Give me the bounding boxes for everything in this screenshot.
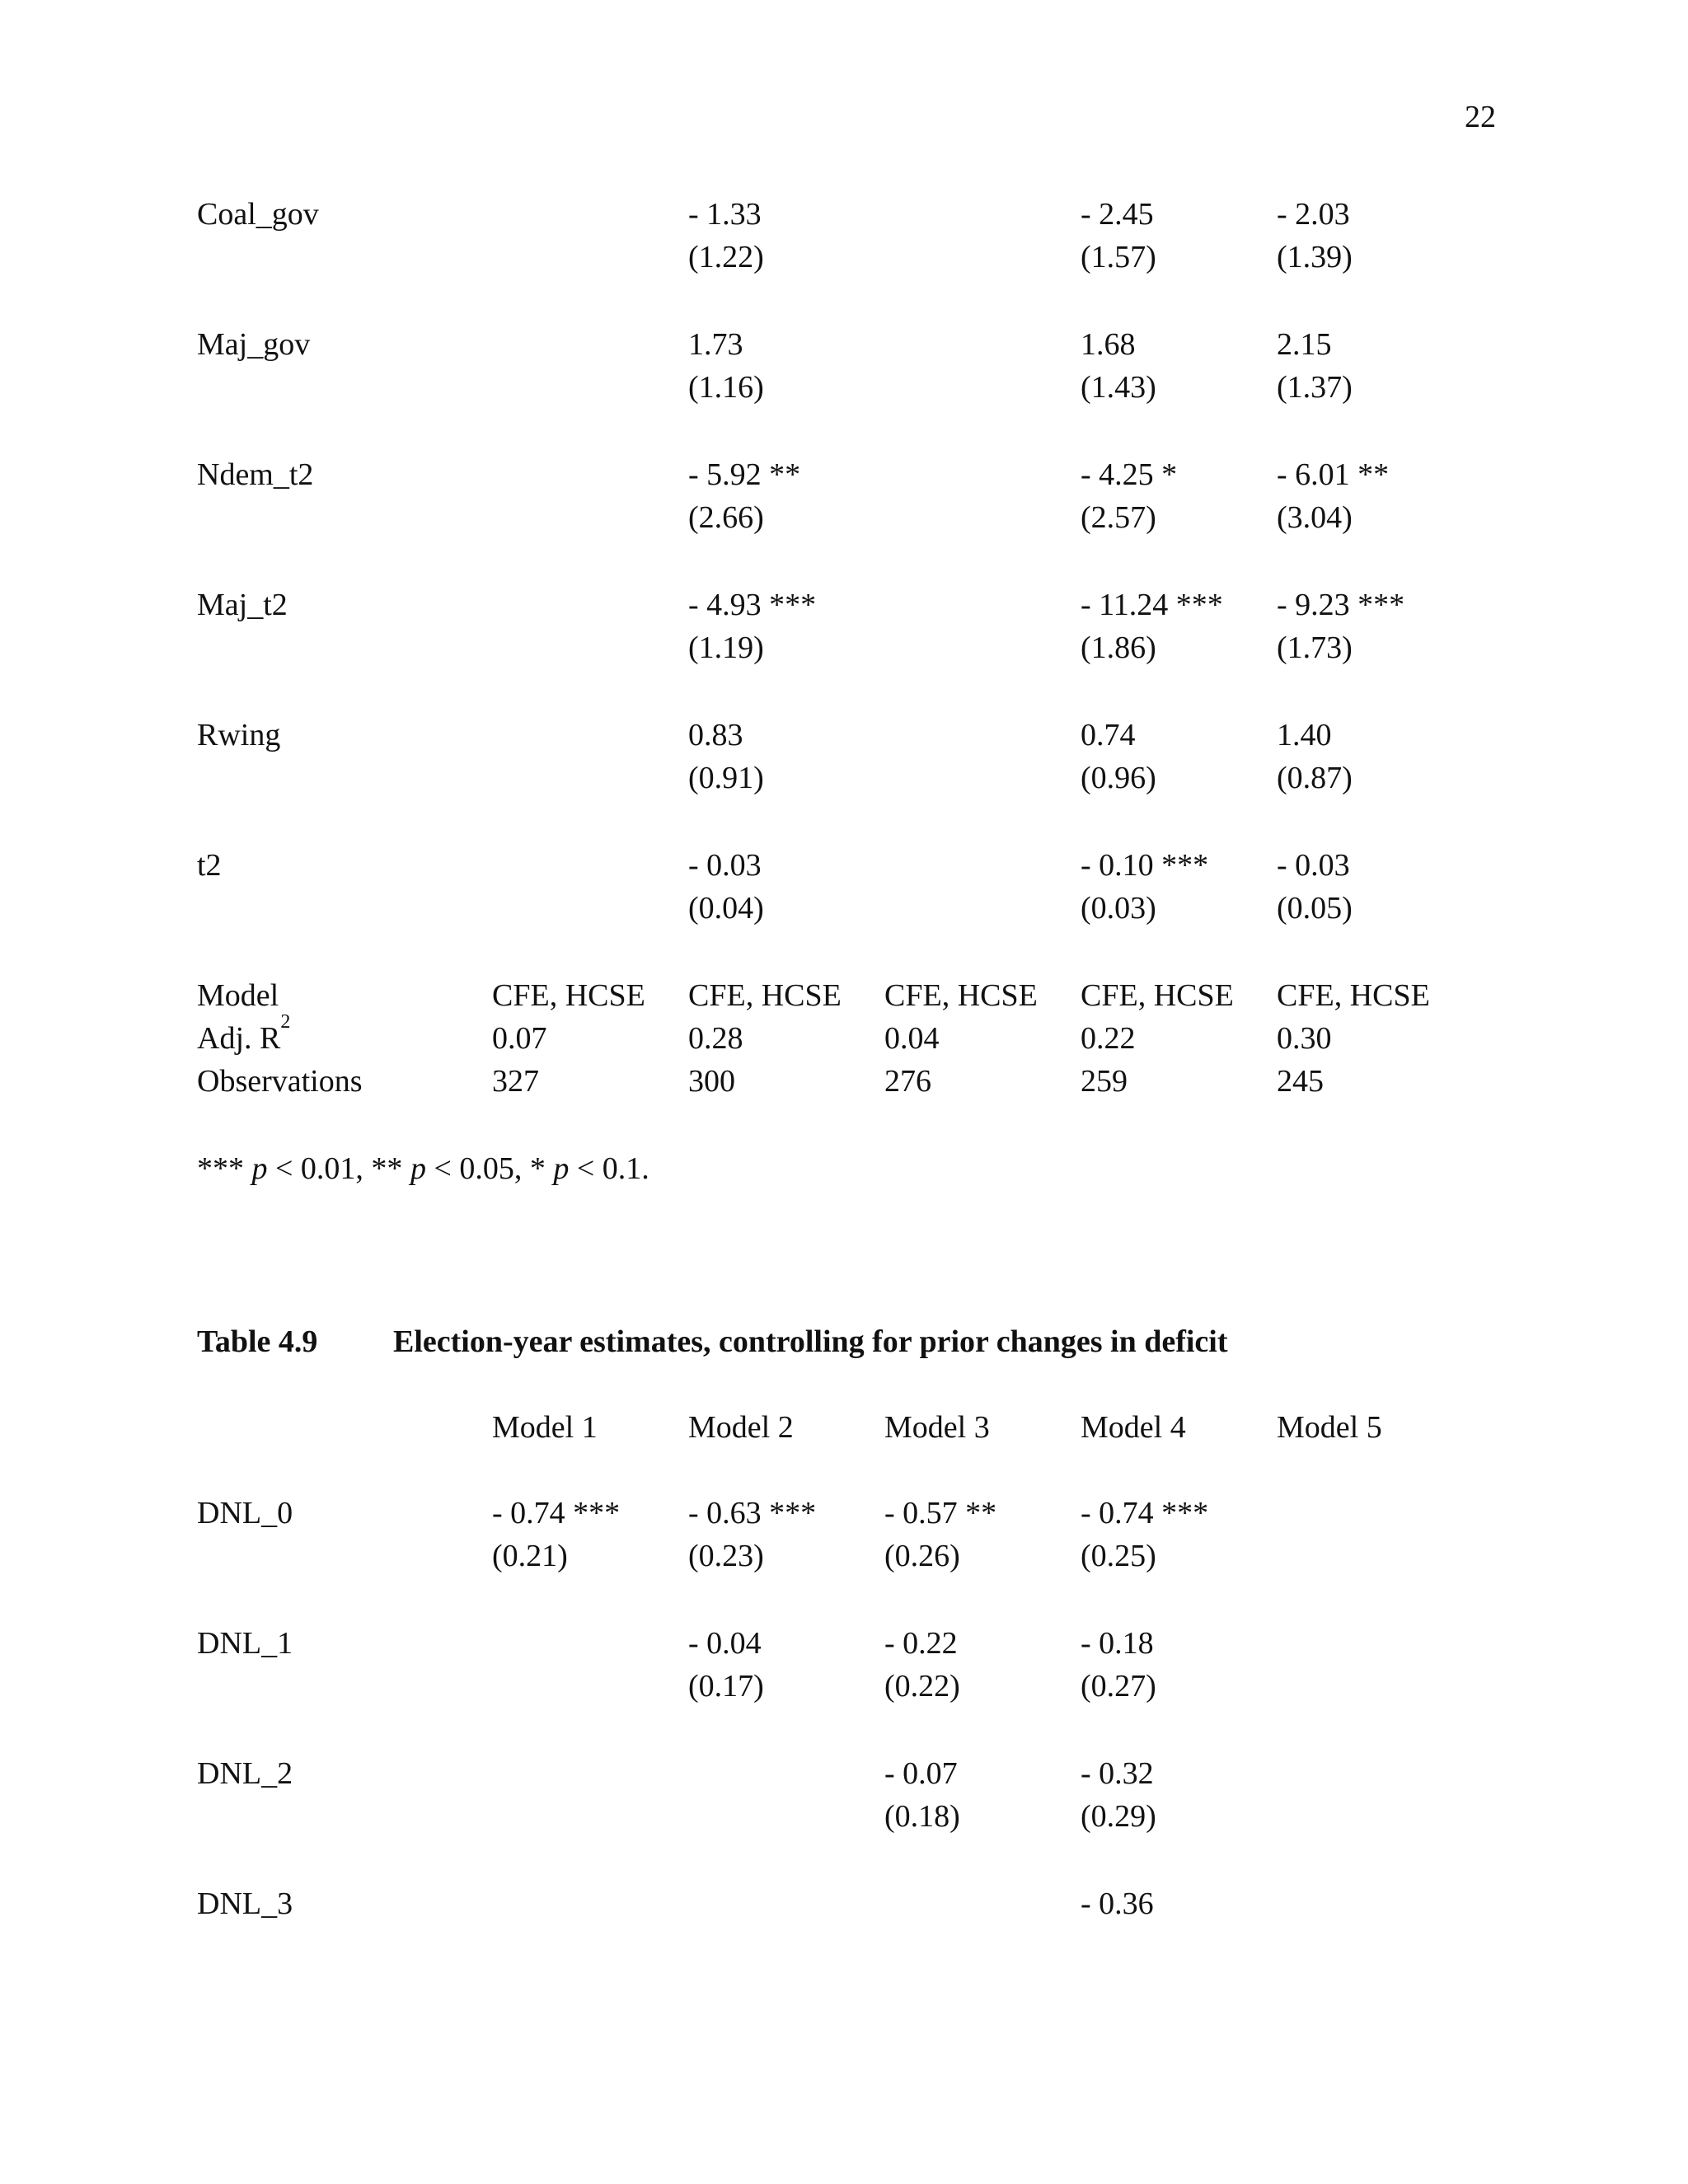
coef-cell: 0.83 bbox=[688, 718, 743, 752]
table-row-se bbox=[0, 236, 1688, 279]
table-number: Table 4.9 bbox=[197, 1324, 318, 1359]
se-cell: (1.19) bbox=[688, 630, 764, 665]
coef-cell: - 0.03 bbox=[1277, 848, 1350, 883]
column-header: Model 5 bbox=[1277, 1410, 1382, 1445]
observations-row bbox=[0, 1060, 1688, 1103]
se-cell: (0.23) bbox=[688, 1539, 764, 1573]
se-cell: (1.43) bbox=[1081, 370, 1156, 405]
coef-cell: - 0.07 bbox=[884, 1756, 958, 1791]
se-cell: (0.03) bbox=[1081, 891, 1156, 926]
model-cell: CFE, HCSE bbox=[1277, 978, 1430, 1013]
coef-cell: - 2.03 bbox=[1277, 197, 1350, 232]
coef-cell: 1.73 bbox=[688, 327, 743, 362]
row-label: DNL_3 bbox=[197, 1886, 293, 1921]
se-cell: (1.39) bbox=[1277, 240, 1353, 274]
se-cell: (0.96) bbox=[1081, 761, 1156, 795]
row-label: DNL_2 bbox=[197, 1756, 293, 1791]
se-cell: (0.91) bbox=[688, 761, 764, 795]
row-label: Coal_gov bbox=[197, 197, 319, 232]
row-label: Model bbox=[197, 978, 279, 1013]
coef-cell: - 5.92 ** bbox=[688, 457, 801, 492]
se-cell: (0.22) bbox=[884, 1669, 960, 1704]
table-row bbox=[0, 453, 1688, 496]
se-cell: (1.22) bbox=[688, 240, 764, 274]
se-cell: (0.05) bbox=[1277, 891, 1353, 926]
model-row bbox=[0, 974, 1688, 1017]
coef-cell: - 0.04 bbox=[688, 1626, 762, 1661]
row-label: t2 bbox=[197, 848, 222, 883]
table-row-se bbox=[0, 1795, 1688, 1838]
obs-cell: 259 bbox=[1081, 1064, 1128, 1099]
table-row-se bbox=[0, 626, 1688, 669]
coef-cell: - 2.45 bbox=[1081, 197, 1154, 232]
coef-cell: - 11.24 *** bbox=[1081, 588, 1223, 622]
table-header-row bbox=[0, 1406, 1688, 1449]
coef-cell: - 0.63 *** bbox=[688, 1496, 817, 1530]
table-row bbox=[0, 844, 1688, 887]
se-cell: (0.04) bbox=[688, 891, 764, 926]
model-cell: CFE, HCSE bbox=[884, 978, 1038, 1013]
superscript-2: 2 bbox=[280, 1011, 291, 1033]
coef-cell: - 0.36 bbox=[1081, 1886, 1154, 1921]
se-cell: (2.66) bbox=[688, 500, 764, 535]
table-row bbox=[0, 1492, 1688, 1535]
coef-cell: 2.15 bbox=[1277, 327, 1332, 362]
row-label: Maj_gov bbox=[197, 327, 311, 362]
se-cell: (0.25) bbox=[1081, 1539, 1156, 1573]
table-row-se bbox=[0, 887, 1688, 930]
coef-cell: - 0.18 bbox=[1081, 1626, 1154, 1661]
coef-cell: - 1.33 bbox=[688, 197, 762, 232]
coef-cell: - 4.93 *** bbox=[688, 588, 817, 622]
page-number: 22 bbox=[1465, 100, 1496, 134]
se-cell: (1.57) bbox=[1081, 240, 1156, 274]
row-label bbox=[197, 1011, 291, 1060]
coef-cell: 1.40 bbox=[1277, 718, 1332, 752]
coef-cell: - 0.10 *** bbox=[1081, 848, 1209, 883]
row-label: Maj_t2 bbox=[197, 588, 288, 622]
column-header: Model 2 bbox=[688, 1410, 794, 1445]
coef-cell: - 0.03 bbox=[688, 848, 762, 883]
obs-cell: 276 bbox=[884, 1064, 931, 1099]
row-label: Ndem_t2 bbox=[197, 457, 314, 492]
adj-r2-label: Adj. R bbox=[197, 1021, 281, 1056]
coef-cell: - 9.23 *** bbox=[1277, 588, 1405, 622]
coef-cell: - 0.22 bbox=[884, 1626, 958, 1661]
obs-cell: 245 bbox=[1277, 1064, 1324, 1099]
se-cell: (0.17) bbox=[688, 1669, 764, 1704]
column-header: Model 4 bbox=[1081, 1410, 1186, 1445]
model-cell: CFE, HCSE bbox=[492, 978, 645, 1013]
se-cell: (0.21) bbox=[492, 1539, 568, 1573]
se-cell: (1.37) bbox=[1277, 370, 1353, 405]
table-row bbox=[0, 583, 1688, 626]
se-cell: (1.86) bbox=[1081, 630, 1156, 665]
table-row-se bbox=[0, 496, 1688, 539]
obs-cell: 300 bbox=[688, 1064, 735, 1099]
coef-cell: 1.68 bbox=[1081, 327, 1136, 362]
se-cell: (0.29) bbox=[1081, 1799, 1156, 1834]
model-cell: CFE, HCSE bbox=[1081, 978, 1234, 1013]
table-row bbox=[0, 1622, 1688, 1665]
column-header: Model 3 bbox=[884, 1410, 990, 1445]
r2-cell: 0.04 bbox=[884, 1021, 940, 1056]
table-row bbox=[0, 193, 1688, 236]
se-cell: (0.27) bbox=[1081, 1669, 1156, 1704]
coef-cell: 0.74 bbox=[1081, 718, 1136, 752]
se-cell: (2.57) bbox=[1081, 500, 1156, 535]
se-cell: (1.73) bbox=[1277, 630, 1353, 665]
se-cell: (1.16) bbox=[688, 370, 764, 405]
se-cell: (0.87) bbox=[1277, 761, 1353, 795]
row-label: DNL_0 bbox=[197, 1496, 293, 1530]
adj-r2-row bbox=[0, 1011, 1688, 1060]
se-cell: (3.04) bbox=[1277, 500, 1353, 535]
table-title: Election-year estimates, controlling for prior changes in deficit bbox=[393, 1324, 1228, 1359]
r2-cell: 0.22 bbox=[1081, 1021, 1136, 1056]
coef-cell: - 0.32 bbox=[1081, 1756, 1154, 1791]
significance-note: *** p < 0.01, ** p < 0.05, * p < 0.1. bbox=[197, 1151, 649, 1186]
se-cell: (0.18) bbox=[884, 1799, 960, 1834]
table-row bbox=[0, 1752, 1688, 1795]
r2-cell: 0.30 bbox=[1277, 1021, 1332, 1056]
column-header: Model 1 bbox=[492, 1410, 598, 1445]
r2-cell: 0.07 bbox=[492, 1021, 547, 1056]
table-row-se bbox=[0, 1665, 1688, 1708]
coef-cell: - 0.74 *** bbox=[492, 1496, 621, 1530]
model-cell: CFE, HCSE bbox=[688, 978, 842, 1013]
coef-cell: - 0.74 *** bbox=[1081, 1496, 1209, 1530]
coef-cell: - 6.01 ** bbox=[1277, 457, 1390, 492]
table-row bbox=[0, 1882, 1688, 1925]
coef-cell: - 4.25 * bbox=[1081, 457, 1178, 492]
obs-cell: 327 bbox=[492, 1064, 539, 1099]
coef-cell: - 0.57 ** bbox=[884, 1496, 997, 1530]
table-row-se bbox=[0, 757, 1688, 799]
r2-cell: 0.28 bbox=[688, 1021, 743, 1056]
table-row bbox=[0, 323, 1688, 366]
table-row-se bbox=[0, 366, 1688, 409]
table-row bbox=[0, 714, 1688, 757]
row-label: DNL_1 bbox=[197, 1626, 293, 1661]
row-label: Observations bbox=[197, 1064, 363, 1099]
se-cell: (0.26) bbox=[884, 1539, 960, 1573]
table-row-se bbox=[0, 1535, 1688, 1577]
row-label: Rwing bbox=[197, 718, 281, 752]
